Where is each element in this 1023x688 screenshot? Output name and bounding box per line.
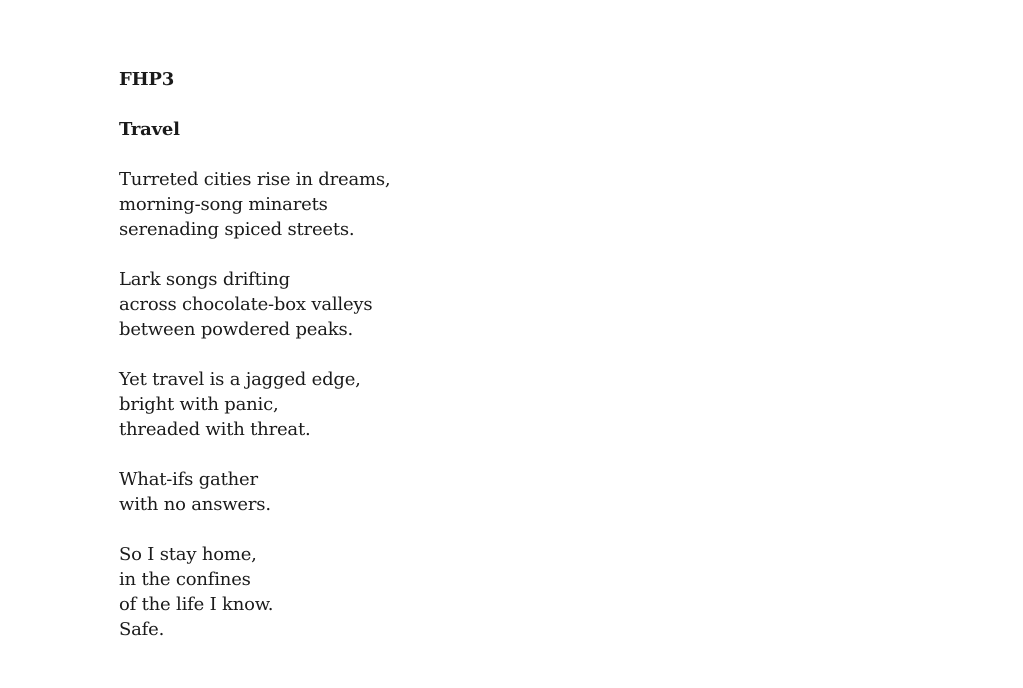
stanza-5 [119, 542, 979, 642]
poem-line: bright with panic, [119, 394, 279, 415]
stanza-2 [119, 267, 979, 342]
poem-page [119, 67, 979, 642]
poem-line: Lark songs drifting [119, 269, 290, 290]
poem-code: FHP3 [119, 69, 175, 90]
poem-line: Turreted cities rise in dreams, [119, 169, 391, 190]
poem-line: between powdered peaks. [119, 319, 354, 340]
poem-line: Safe. [119, 619, 165, 640]
poem-line: Yet travel is a jagged edge, [119, 369, 361, 390]
stanza-3 [119, 367, 979, 442]
spacer [119, 242, 979, 267]
spacer [119, 142, 979, 167]
spacer [119, 442, 979, 467]
poem-line: So I stay home, [119, 544, 257, 565]
poem-title: Travel [119, 119, 180, 140]
poem-line: in the confines [119, 569, 251, 590]
poem-line: of the life I know. [119, 594, 274, 615]
poem-line: morning-song minarets [119, 194, 328, 215]
spacer [119, 92, 979, 117]
poem-line: threaded with threat. [119, 419, 311, 440]
poem-line: across chocolate-box valleys [119, 294, 373, 315]
spacer [119, 517, 979, 542]
spacer [119, 342, 979, 367]
poem-line: serenading spiced streets. [119, 219, 355, 240]
poem-line: with no answers. [119, 494, 271, 515]
poem-line: What-ifs gather [119, 469, 258, 490]
stanza-1 [119, 167, 979, 242]
stanza-4 [119, 467, 979, 517]
